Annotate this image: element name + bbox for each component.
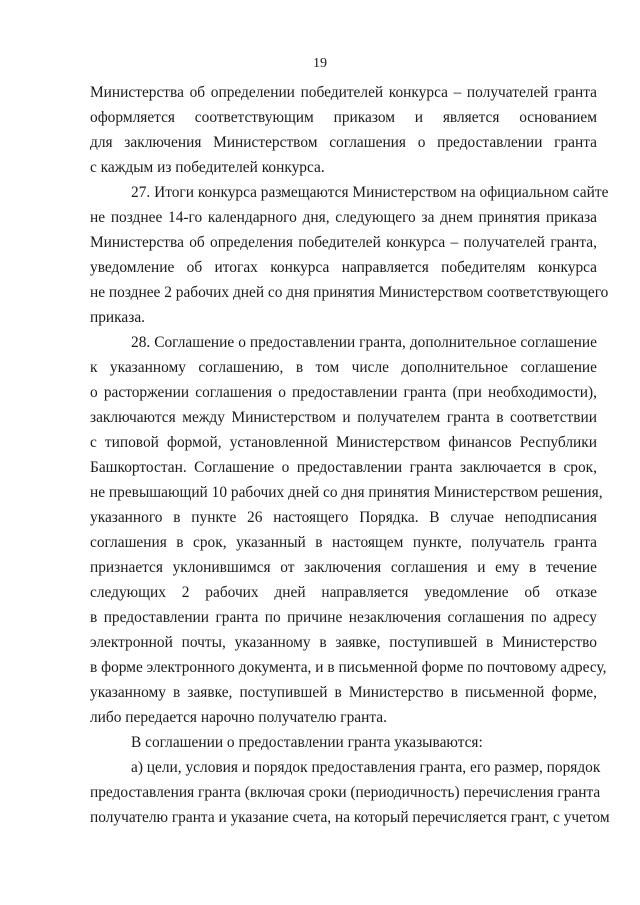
text-line: электронной почты, указанному в заявке, поступившей в Министерство <box>90 634 597 651</box>
text-line: не позднее 2 рабочих дней со дня принятия Министерством соответствующего <box>90 284 609 301</box>
text-line: в форме электронного документа, и в письменной форме по почтовому адресу, <box>90 659 607 676</box>
agreement-contents-heading: В соглашении о предоставлении гранта указываются: <box>131 734 483 751</box>
paragraph-27-first-line: 27. Итоги конкурса размещаются Министерством на официальном сайте <box>131 184 609 201</box>
text-line: с каждым из победителей конкурса. <box>90 159 325 176</box>
text-line: к указанному соглашению, в том числе дополнительное соглашение <box>90 359 597 376</box>
text-line: признается уклонившимся от заключения соглашения и ему в течение <box>90 559 597 576</box>
text-line: Министерства об определения победителей конкурса – получателей гранта, <box>90 234 597 251</box>
text-line: для заключения Министерством соглашения о предоставлении гранта <box>90 134 597 151</box>
text-line: получателю гранта и указание счета, на который перечисляется грант, с учетом <box>90 809 610 826</box>
paragraph-28-first-line: 28. Соглашение о предоставлении гранта, дополнительное соглашение <box>131 334 597 351</box>
text-line: о расторжении соглашения о предоставлении гранта (при необходимости), <box>90 384 597 401</box>
text-line: приказа. <box>90 309 146 326</box>
text-line: указанного в пункте 26 настоящего Порядка. В случае неподписания <box>90 509 597 526</box>
subitem-a-first-line: а) цели, условия и порядок предоставления гранта, его размер, порядок <box>131 759 601 776</box>
text-line: оформляется соответствующим приказом и является основанием <box>90 109 597 126</box>
text-line: Министерства об определении победителей конкурса – получателей гранта <box>90 84 597 101</box>
text-line: Башкортостан. Соглашение о предоставлении гранта заключается в срок, <box>90 459 597 476</box>
text-line: следующих 2 рабочих дней направляется уведомление об отказе <box>90 584 597 601</box>
text-line: указанному в заявке, поступившей в Министерство в письменной форме, <box>90 684 597 701</box>
text-line: в предоставлении гранта по причине незаключения соглашения по адресу <box>90 609 597 626</box>
text-line: не позднее 14-го календарного дня, следующего за днем принятия приказа <box>90 209 597 226</box>
text-line: уведомление об итогах конкурса направляется победителям конкурса <box>90 259 597 276</box>
text-line: либо передается нарочно получателю гранта. <box>90 709 387 726</box>
text-line: не превышающий 10 рабочих дней со дня принятия Министерством решения, <box>90 484 603 501</box>
text-line: заключаются между Министерством и получателем гранта в соответствии <box>90 409 597 426</box>
text-line: с типовой формой, установленной Министерством финансов Республики <box>90 434 597 451</box>
text-line: предоставления гранта (включая сроки (периодичность) перечисления гранта <box>90 784 601 801</box>
page-number: 19 <box>313 56 327 71</box>
text-line: соглашения в срок, указанный в настоящем пункте, получатель гранта <box>90 534 597 551</box>
